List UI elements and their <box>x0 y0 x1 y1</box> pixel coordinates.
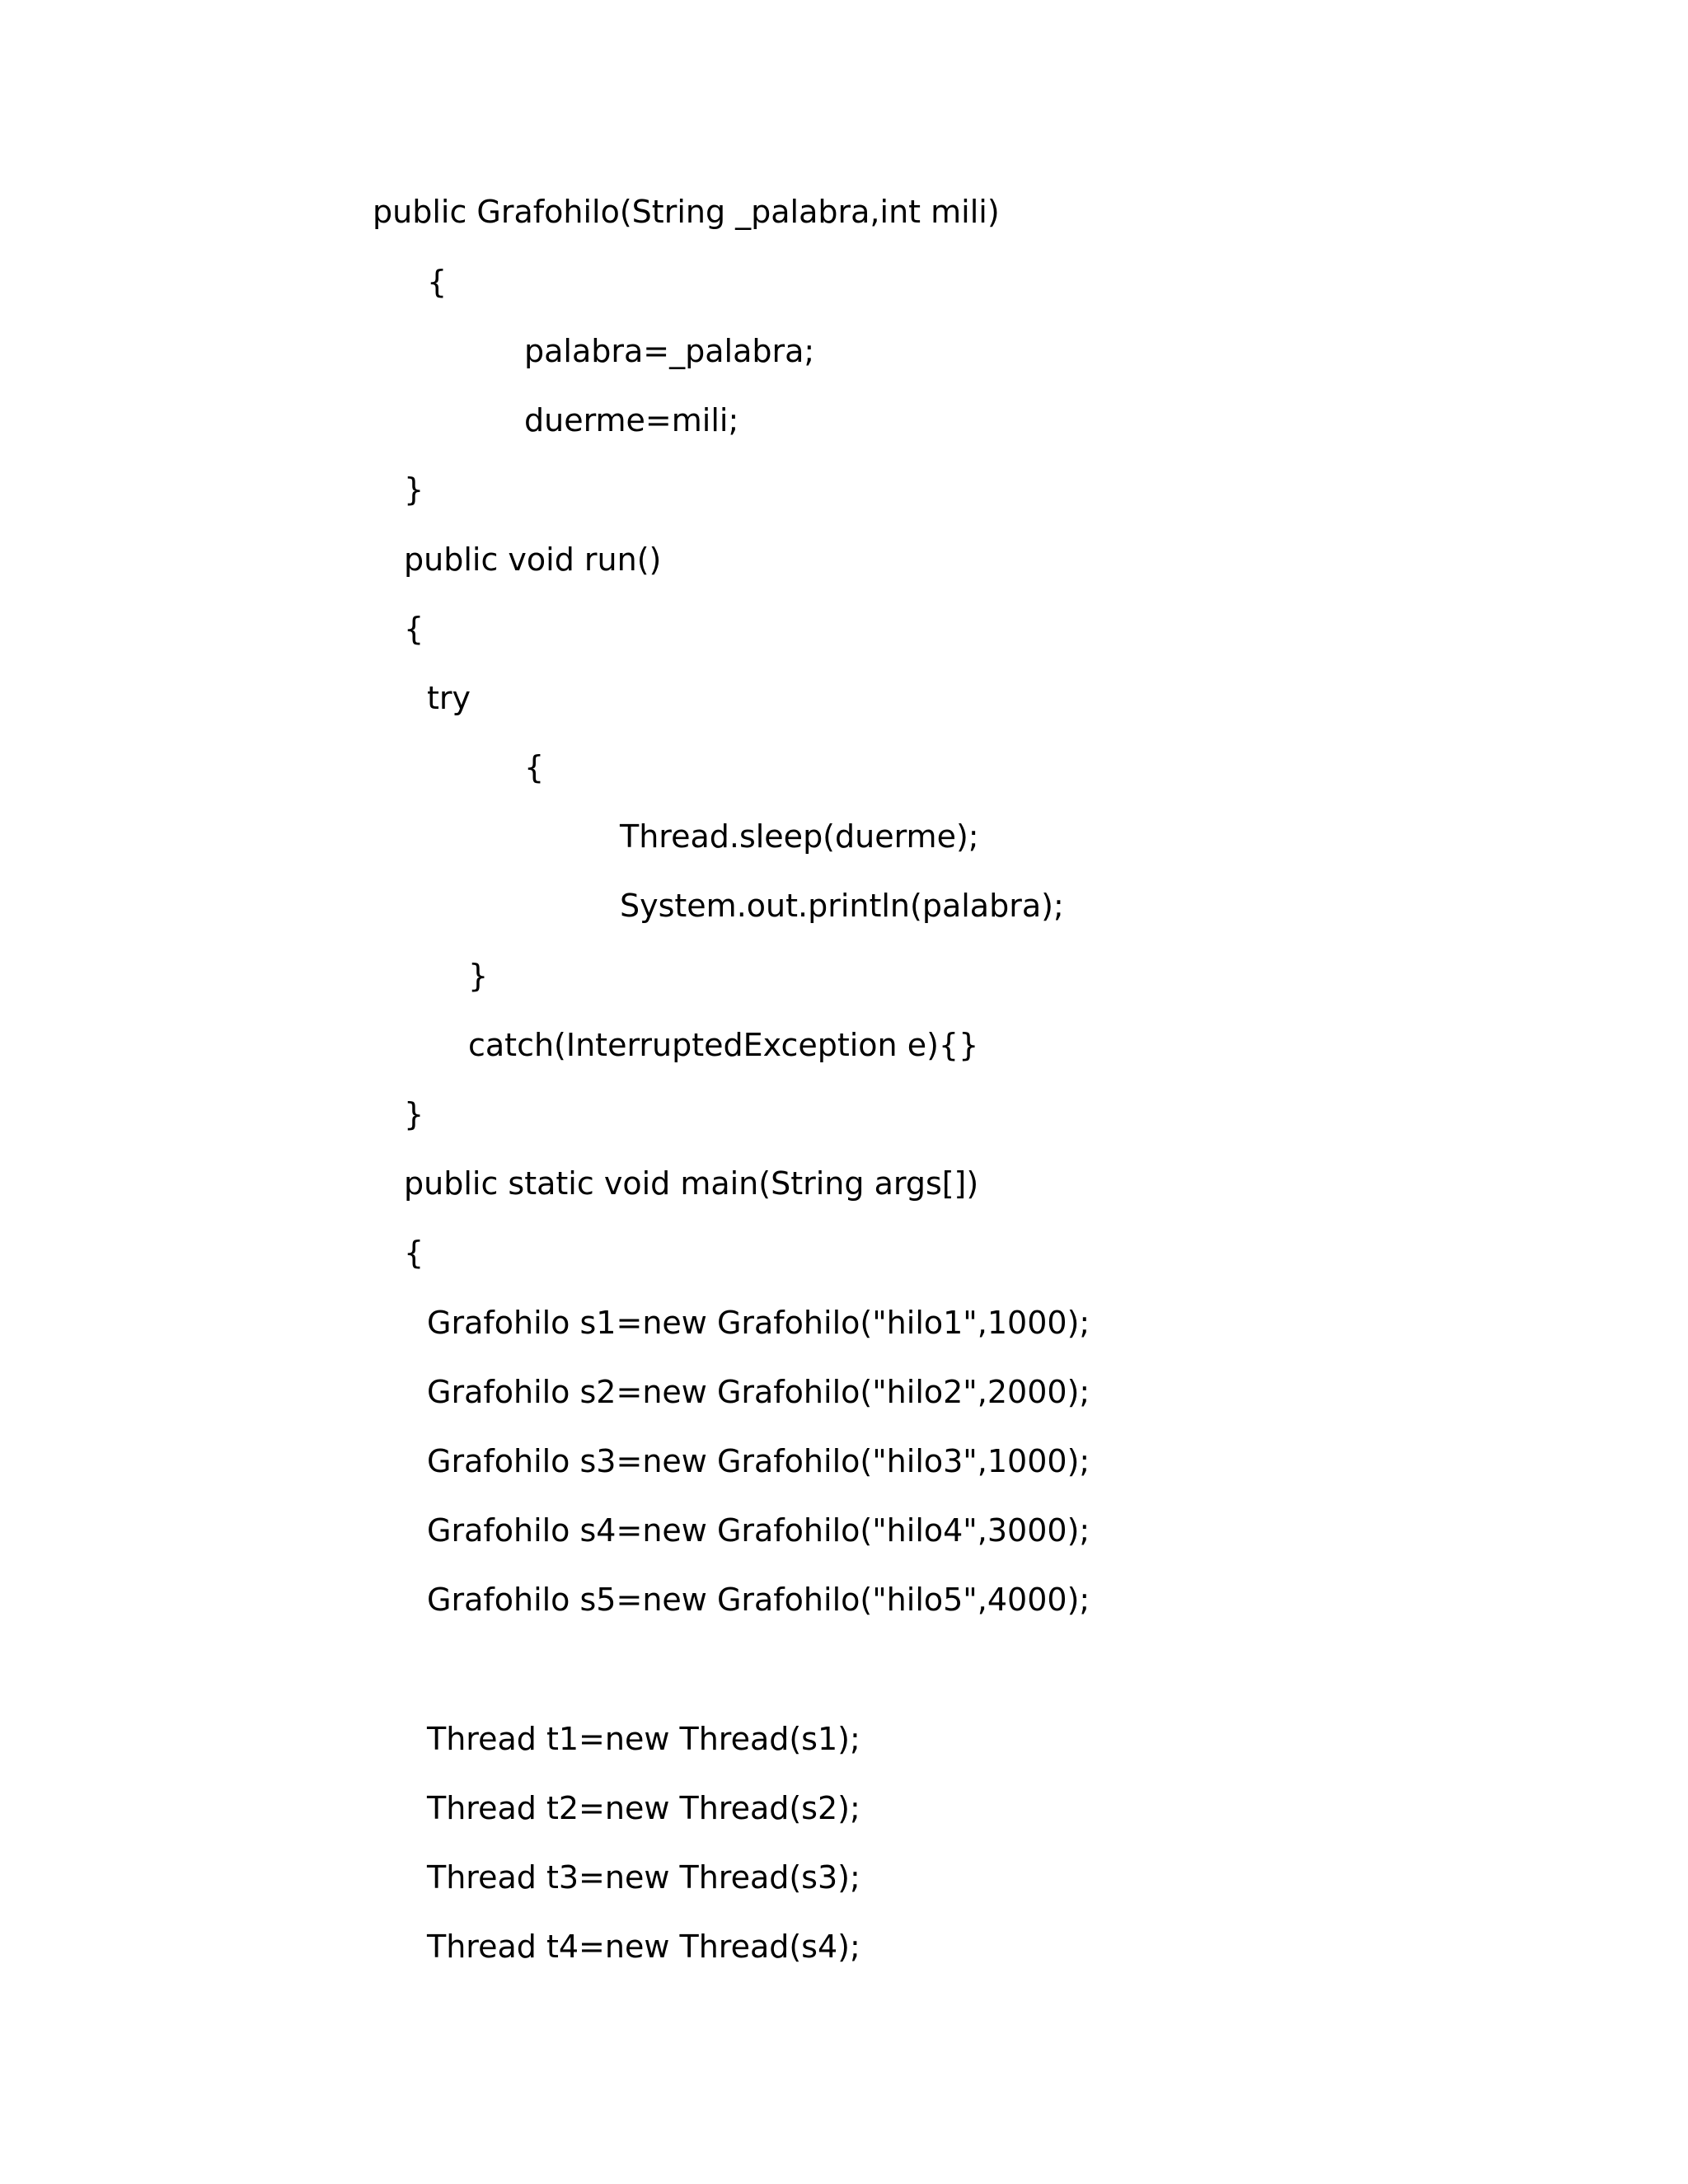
code-line: catch(InterruptedException e){} <box>468 1027 979 1063</box>
code-line: try <box>427 680 471 716</box>
code-line: Grafohilo s4=new Grafohilo("hilo4",3000); <box>427 1512 1090 1549</box>
code-line: palabra=_palabra; <box>524 333 815 369</box>
code-line: public static void main(String args[]) <box>404 1165 979 1202</box>
code-line: Thread t1=new Thread(s1); <box>427 1721 860 1757</box>
code-line: { <box>524 749 545 785</box>
code-line: public Grafohilo(String _palabra,int mili) <box>373 194 1000 230</box>
code-line: Thread t2=new Thread(s2); <box>427 1790 860 1826</box>
code-line: duerme=mili; <box>524 402 739 438</box>
code-line: public void run() <box>404 541 662 578</box>
code-line: { <box>404 611 424 647</box>
code-line: Thread t3=new Thread(s3); <box>427 1859 860 1896</box>
code-line: { <box>404 1235 424 1271</box>
code-line: } <box>404 1096 424 1132</box>
code-line: { <box>427 264 448 300</box>
code-line: Grafohilo s5=new Grafohilo("hilo5",4000); <box>427 1582 1090 1618</box>
code-line: Thread t4=new Thread(s4); <box>427 1929 860 1965</box>
code-line: Thread.sleep(duerme); <box>620 818 979 855</box>
code-line: Grafohilo s2=new Grafohilo("hilo2",2000); <box>427 1374 1090 1410</box>
code-line: Grafohilo s3=new Grafohilo("hilo3",1000); <box>427 1443 1090 1479</box>
code-line: } <box>468 958 489 994</box>
code-line: System.out.println(palabra); <box>620 888 1064 924</box>
code-line: Grafohilo s1=new Grafohilo("hilo1",1000); <box>427 1305 1090 1341</box>
code-line: } <box>404 471 424 508</box>
